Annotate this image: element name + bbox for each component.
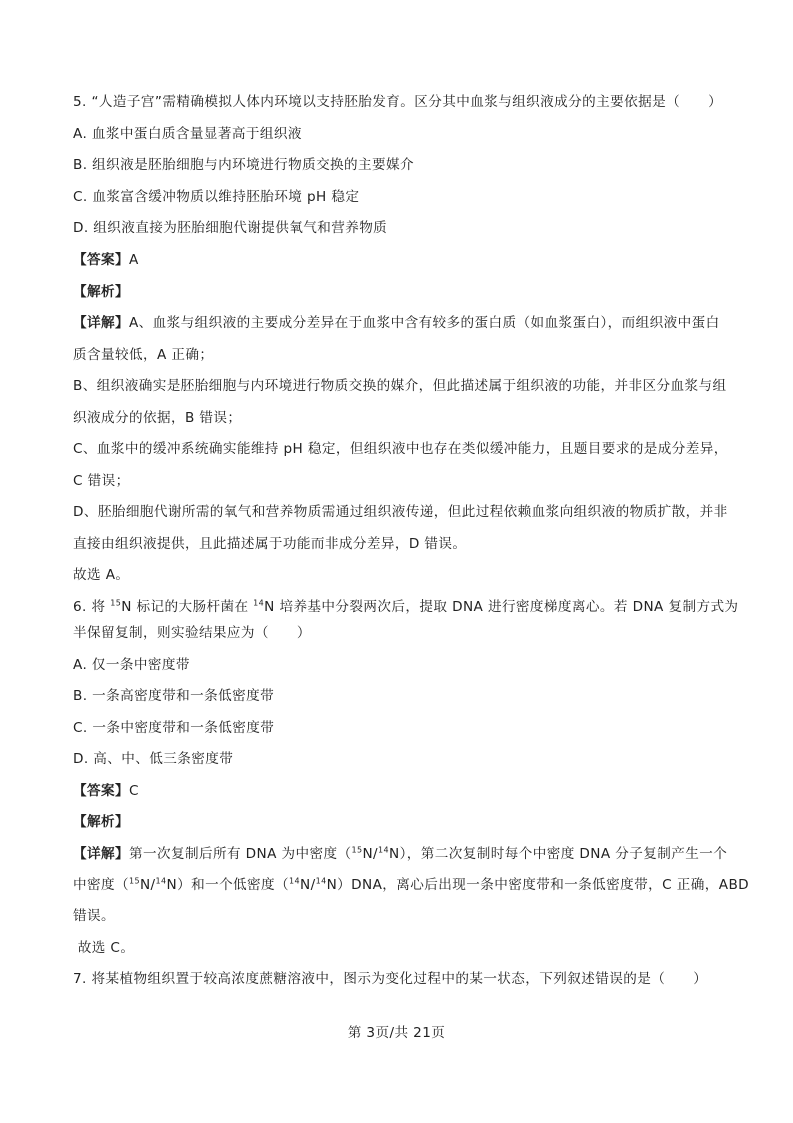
question-5-conclusion: 故选 A。 [73,567,130,583]
question-5-analysis-label [73,282,129,302]
analysis-label: 【解析】 [73,284,129,300]
question-6-detail-line-3: 错误。 [73,908,115,924]
question-6-analysis-label [73,812,129,832]
detail-text: N/ [139,877,156,893]
isotope-superscript: 14 [289,876,301,886]
question-6-detail-line-2 [73,875,749,895]
detail-text: 中密度（ [73,877,129,893]
question-6-option-b: B. 一条高密度带和一条低密度带 [73,688,275,704]
isotope-superscript: 14 [315,876,327,886]
question-6-detail-line-1 [73,844,727,864]
question-5-option-a: A. 血浆中蛋白质含量显著高于组织液 [73,126,302,142]
question-5-option-b: B. 组织液是胚胎细胞与内环境进行物质交换的主要媒介 [73,157,415,173]
question-5-answer [73,250,139,270]
question-6-conclusion: 故选 C。 [73,940,135,956]
isotope-superscript: 15 [110,598,122,608]
question-6-answer [73,781,139,801]
detail-label: 【详解】 [73,846,129,862]
question-5-detail-line-5: C、血浆中的缓冲系统确实能维持 pH 稳定，但组织液中也存在类似缓冲能力，且题目要求的是成分差异， [73,441,728,457]
question-6-option-d: D. 高、中、低三条密度带 [73,751,234,767]
question-5-detail-line-8: 直接由组织液提供，且此描述属于功能而非成分差异，D 错误。 [73,536,467,552]
question-6-stem-line-2: 半保留复制，则实验结果应为（ ） [73,625,311,641]
stem-text: N 标记的大肠杆菌在 [121,599,254,615]
question-5-detail-line-1 [73,313,720,333]
stem-text: 6. 将 [73,599,111,615]
question-6-stem-line-1 [73,597,738,617]
question-7-stem: 7. 将某植物组织置于较高浓度蔗糖溶液中，图示为变化过程中的某一状态，下列叙述错误的是（ ） [73,971,708,987]
answer-label: 【答案】 [73,783,129,799]
detail-text: N/ [362,846,379,862]
analysis-label: 【解析】 [73,814,129,830]
answer-value: A [128,252,139,268]
question-5-detail-line-2: 质含量较低，A 正确； [73,347,214,363]
isotope-superscript: 15 [128,876,140,886]
question-5-detail-line-7: D、胚胎细胞代谢所需的氧气和营养物质需通过组织液传递，但此过程依赖血浆向组织液的物质扩散，并非 [73,504,728,520]
isotope-superscript: 14 [378,845,390,855]
isotope-superscript: 15 [351,845,363,855]
question-5-option-d: D. 组织液直接为胚胎细胞代谢提供氧气和营养物质 [73,220,388,236]
stem-text: N 培养基中分裂两次后，提取 DNA 进行密度梯度离心。若 DNA 复制方式为 [264,599,739,615]
detail-text: 第一次复制后所有 DNA 为中密度（ [128,846,352,862]
detail-text: N），第二次复制时每个中密度 DNA 分子复制产生一个 [389,846,728,862]
detail-text: N）和一个低密度（ [166,877,290,893]
question-6-option-c: C. 一条中密度带和一条低密度带 [73,720,275,736]
question-5-detail-line-6: C 错误； [73,473,130,489]
answer-value: C [128,783,139,799]
page-number: 第 3页/共 21页 [347,1025,446,1041]
isotope-superscript: 14 [253,598,265,608]
detail-text: A、血浆与组织液的主要成分差异在于血浆中含有较多的蛋白质（如血浆蛋白），而组织液中蛋白 [128,315,720,331]
question-5-detail-line-4: 织液成分的依据，B 错误； [73,410,242,426]
question-5-detail-line-3: B、组织液确实是胚胎细胞与内环境进行物质交换的媒介，但此描述属于组织液的功能，并非区分血浆与组 [73,378,727,394]
answer-label: 【答案】 [73,252,129,268]
detail-text: N/ [300,877,316,893]
detail-text: N）DNA，离心后出现一条中密度带和一条低密度带，C 正确，ABD [326,877,750,893]
question-6-option-a: A. 仅一条中密度带 [73,657,190,673]
question-5-option-c: C. 血浆富含缓冲物质以维持胚胎环境 pH 稳定 [73,189,360,205]
question-5-stem: 5. “人造子宫”需精确模拟人体内环境以支持胚胎发育。区分其中血浆与组织液成分的主要依据是（ ） [73,94,723,110]
isotope-superscript: 14 [155,876,167,886]
detail-label: 【详解】 [73,315,129,331]
